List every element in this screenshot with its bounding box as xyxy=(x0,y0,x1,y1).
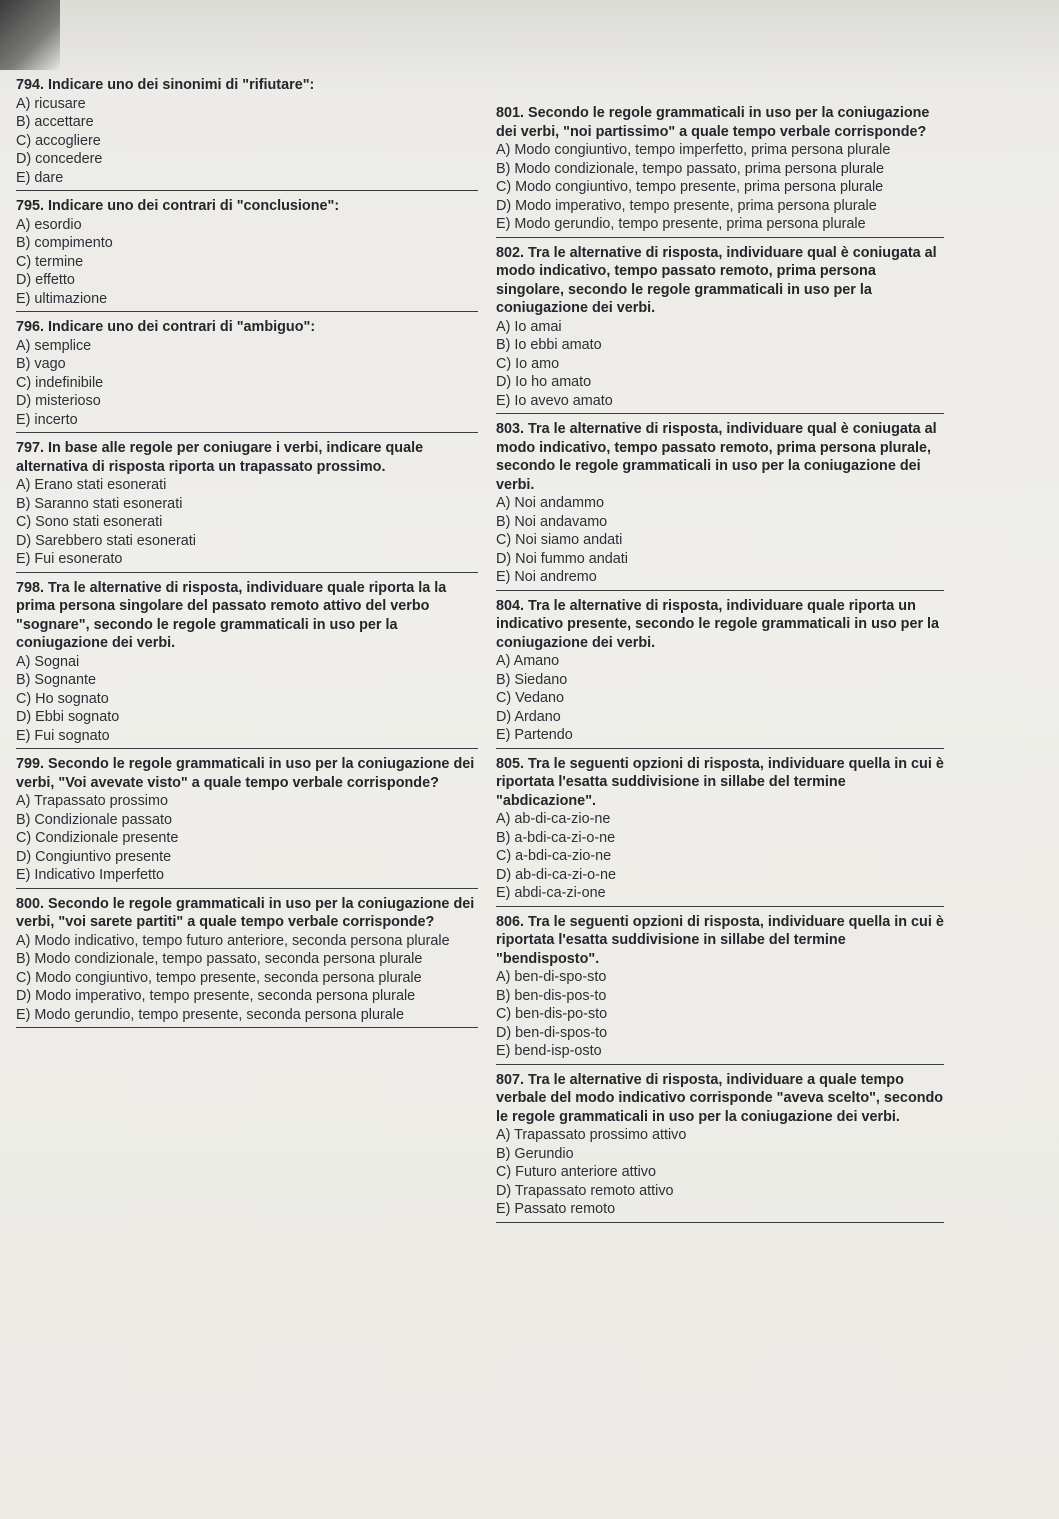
answer-option: A) Trapassato prossimo xyxy=(16,793,168,809)
answer-option: B) Sognante xyxy=(16,672,97,688)
question-text: 802. Tra le alternative di risposta, individuare qual è coniugata al modo indicativo, tempo passato remoto, prima persona singolare, secondo le regole grammaticali in uso per la coniugazione dei verbi. xyxy=(496,244,937,316)
question-text: 800. Secondo le regole grammaticali in uso per la coniugazione dei verbi, "voi sarete partiti" a quale tempo verbale corrisponde? xyxy=(16,895,475,930)
answer-option: A) esordio xyxy=(16,216,82,233)
answer-option: B) Siedano xyxy=(496,671,568,688)
answer-option: B) Condizionale passato xyxy=(16,811,172,828)
question-text: 803. Tra le alternative di risposta, individuare qual è coniugata al modo indicativo, tempo passato remoto, prima persona plurale, secondo le regole grammaticali in uso per la coniugazione dei verbi. xyxy=(496,421,937,493)
answer-option: B) Modo condizionale, tempo passato, seconda persona plurale xyxy=(16,951,423,967)
answer-option: A) ab-di-ca-zio-ne xyxy=(496,811,611,827)
answer-option: E) abdi-ca-zi-one xyxy=(496,885,606,901)
right-column xyxy=(496,104,944,1229)
question-text: 796. Indicare uno dei contrari di "ambiguo": xyxy=(16,319,316,335)
question-795 xyxy=(16,197,478,312)
answer-option: A) Trapassato prossimo attivo xyxy=(496,1127,687,1143)
answer-option: C) Io amo xyxy=(496,355,560,372)
answer-option: D) Modo imperativo, tempo presente, seconda persona plurale xyxy=(16,988,416,1004)
answer-option: E) Passato remoto xyxy=(496,1201,616,1217)
answer-option: D) Modo imperativo, tempo presente, prima persona plurale xyxy=(496,197,877,214)
question-text: 799. Secondo le regole grammaticali in uso per la coniugazione dei verbi, "Voi avevate visto" a quale tempo verbale corrisponde? xyxy=(16,756,475,791)
answer-option: E) Modo gerundio, tempo presente, prima persona plurale xyxy=(496,216,866,232)
answer-option: E) incerto xyxy=(16,411,78,428)
answer-option: D) Sarebbero stati esonerati xyxy=(16,532,196,549)
answer-option: C) ben-dis-po-sto xyxy=(496,1006,608,1022)
answer-option: E) Fui esonerato xyxy=(16,551,123,567)
question-804 xyxy=(496,597,944,749)
answer-option: B) vago xyxy=(16,356,66,372)
question-text: 795. Indicare uno dei contrari di "conclusione": xyxy=(16,198,340,214)
answer-option: D) Io ho amato xyxy=(496,374,592,390)
answer-option: B) ben-dis-pos-to xyxy=(496,987,607,1004)
question-text: 801. Secondo le regole grammaticali in uso per la coniugazione dei verbi, "noi partissimo" a quale tempo verbale corrisponde? xyxy=(496,105,930,140)
answer-option: B) Noi andavamo xyxy=(496,513,608,530)
answer-option: E) Indicativo Imperfetto xyxy=(16,867,164,883)
answer-option: A) Io amai xyxy=(496,318,562,335)
question-800 xyxy=(16,895,478,1029)
question-794 xyxy=(16,76,478,191)
answer-option: E) ultimazione xyxy=(16,290,108,307)
answer-option: D) effetto xyxy=(16,272,75,288)
question-text: 804. Tra le alternative di risposta, individuare quale riporta un indicativo presente, secondo le regole grammaticali in uso per la coniugazione dei verbi. xyxy=(496,597,940,651)
answer-option: E) bend-isp-osto xyxy=(496,1043,602,1059)
answer-option: D) Noi fummo andati xyxy=(496,550,628,567)
answer-option: E) Modo gerundio, tempo presente, seconda persona plurale xyxy=(16,1006,404,1023)
question-806 xyxy=(496,913,944,1065)
page-corner-shadow xyxy=(0,0,60,70)
question-text: 797. In base alle regole per coniugare i verbi, indicare quale alternativa di risposta riporta un trapassato prossimo. xyxy=(16,440,424,475)
answer-option: D) ben-di-spos-to xyxy=(496,1024,608,1041)
answer-option: A) Amano xyxy=(496,653,560,669)
answer-option: D) Trapassato remoto attivo xyxy=(496,1182,674,1199)
answer-option: A) Erano stati esonerati xyxy=(16,477,167,493)
answer-option: D) concedere xyxy=(16,151,103,167)
question-797 xyxy=(16,439,478,573)
question-799 xyxy=(16,755,478,889)
answer-option: A) Modo indicativo, tempo futuro anteriore, seconda persona plurale xyxy=(16,932,450,949)
question-text: 805. Tra le seguenti opzioni di risposta, individuare quella in cui è riportata l'esatta suddivisione in sillabe del termine "abdicazione". xyxy=(496,755,944,809)
answer-option: E) Io avevo amato xyxy=(496,392,613,409)
question-801 xyxy=(496,104,944,238)
answer-option: B) compimento xyxy=(16,235,113,251)
answer-option: C) Vedano xyxy=(496,690,565,706)
answer-option: D) Ebbi sognato xyxy=(16,709,120,725)
question-803 xyxy=(496,420,944,591)
answer-option: A) Noi andammo xyxy=(496,495,604,511)
question-798 xyxy=(16,579,478,750)
answer-option: E) Noi andremo xyxy=(496,569,597,585)
question-text: 806. Tra le seguenti opzioni di risposta, individuare quella in cui è riportata l'esatta suddivisione in sillabe del termine "bendisposto". xyxy=(496,913,944,967)
question-807 xyxy=(496,1071,944,1223)
question-802 xyxy=(496,244,944,415)
answer-option: D) Ardano xyxy=(496,708,561,725)
answer-option: A) ricusare xyxy=(16,95,86,112)
question-text: 798. Tra le alternative di risposta, individuare quale riporta la la prima persona singolare del passato remoto attivo del verbo "sognare", secondo le regole grammaticali in uso per la coniugazione dei verbi. xyxy=(16,579,447,651)
answer-option: A) ben-di-spo-sto xyxy=(496,969,607,985)
answer-option: C) a-bdi-ca-zio-ne xyxy=(496,848,612,864)
answer-option: C) indefinibile xyxy=(16,374,104,391)
answer-option: D) Congiuntivo presente xyxy=(16,848,172,865)
answer-option: C) Condizionale presente xyxy=(16,830,179,846)
answer-option: C) Ho sognato xyxy=(16,690,109,707)
answer-option: E) Fui sognato xyxy=(16,727,110,744)
answer-option: B) Io ebbi amato xyxy=(496,337,602,353)
question-796 xyxy=(16,318,478,433)
answer-option: C) Modo congiuntivo, tempo presente, prima persona plurale xyxy=(496,179,884,195)
answer-option: B) Gerundio xyxy=(496,1145,574,1162)
answer-option: E) dare xyxy=(16,169,64,186)
answer-option: C) Modo congiuntivo, tempo presente, seconda persona plurale xyxy=(16,969,422,986)
question-text: 794. Indicare uno dei sinonimi di "rifiutare": xyxy=(16,77,315,93)
answer-option: B) Saranno stati esonerati xyxy=(16,495,183,512)
answer-option: E) Partendo xyxy=(496,727,573,743)
answer-option: C) Noi siamo andati xyxy=(496,532,623,548)
answer-option: D) misterioso xyxy=(16,393,101,409)
answer-option: B) Modo condizionale, tempo passato, prima persona plurale xyxy=(496,160,884,177)
left-column xyxy=(16,76,478,1034)
answer-option: D) ab-di-ca-zi-o-ne xyxy=(496,866,616,883)
answer-option: C) Sono stati esonerati xyxy=(16,514,163,530)
question-text: 807. Tra le alternative di risposta, individuare a quale tempo verbale del modo indicativo corrisponde "aveva scelto", secondo le regole grammaticali in uso per la coniugazione dei verbi. xyxy=(496,1071,944,1125)
question-805 xyxy=(496,755,944,907)
answer-option: A) Modo congiuntivo, tempo imperfetto, prima persona plurale xyxy=(496,142,891,158)
answer-option: A) semplice xyxy=(16,337,92,354)
answer-option: C) termine xyxy=(16,253,84,270)
answer-option: B) a-bdi-ca-zi-o-ne xyxy=(496,829,616,846)
answer-option: C) Futuro anteriore attivo xyxy=(496,1164,656,1180)
answer-option: A) Sognai xyxy=(16,653,80,670)
answer-option: B) accettare xyxy=(16,114,94,130)
answer-option: C) accogliere xyxy=(16,132,101,149)
